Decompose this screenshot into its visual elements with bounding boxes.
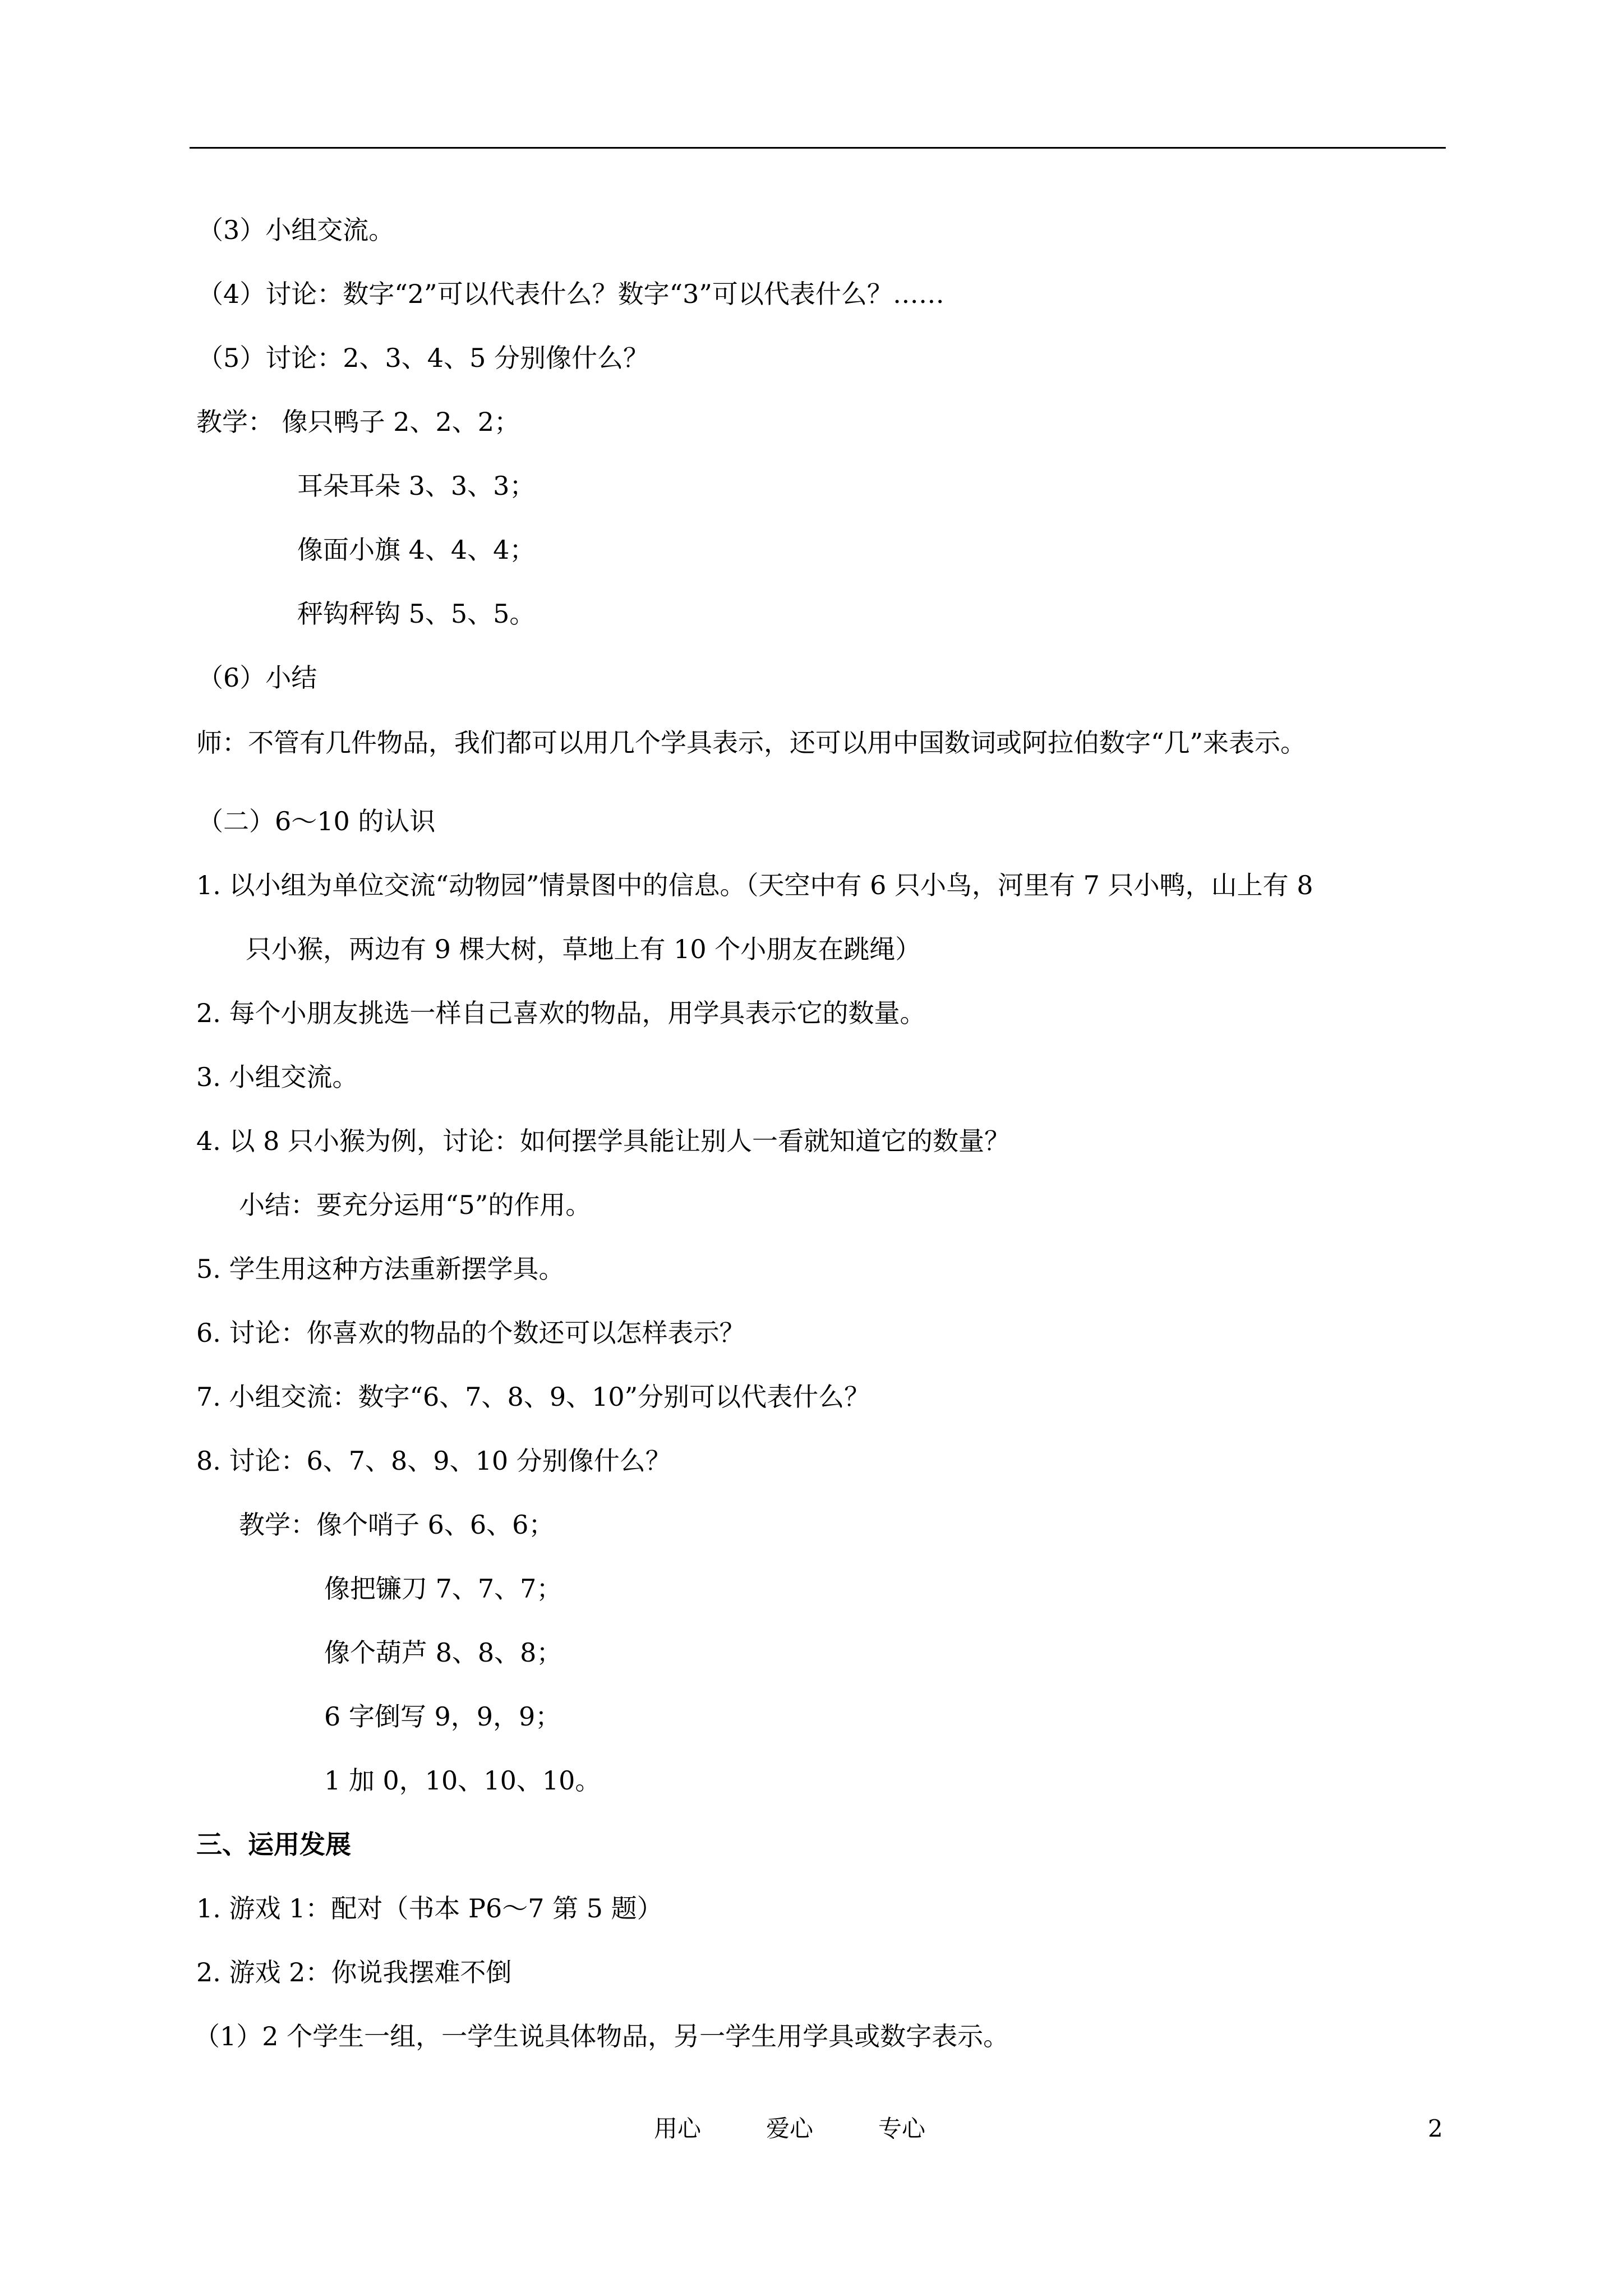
text-line: （1）2 个学生一组，一学生说具体物品，另一学生用学具或数字表示。 <box>194 2021 1009 2051</box>
text-line: 小结：要充分运用“5”的作用。 <box>239 1190 592 1220</box>
text-line: 像面小旗 4、4、4； <box>297 535 536 565</box>
text-line: 1. 以小组为单位交流“动物园”情景图中的信息。（天空中有 6 只小鸟，河里有 7 只小鸭，山上有 8 <box>196 870 1313 900</box>
text-line: 3. 小组交流。 <box>196 1062 358 1092</box>
text-line: 6. 讨论：你喜欢的物品的个数还可以怎样表示？ <box>196 1318 745 1348</box>
text-line: （5）讨论：2、3、4、5 分别像什么？ <box>197 343 649 373</box>
text-line: 8. 讨论：6、7、8、9、10 分别像什么？ <box>196 1446 671 1476</box>
page-number: 2 <box>1428 2115 1443 2142</box>
text-line: 2. 每个小朋友挑选一样自己喜欢的物品，用学具表示它的数量。 <box>196 998 926 1028</box>
text-line: 1. 游戏 1：配对（书本 P6～7 第 5 题） <box>196 1893 663 1924</box>
text-line: 7. 小组交流：数字“6、7、8、9、10”分别可以代表什么？ <box>196 1382 870 1412</box>
text-line: 5. 学生用这种方法重新摆学具。 <box>196 1254 565 1284</box>
text-line: （6）小结 <box>197 662 317 693</box>
text-line: 秤钩秤钩 5、5、5。 <box>297 599 536 629</box>
text-line: （4）讨论：数字“2”可以代表什么？数字“3”可以代表什么？…… <box>197 279 944 309</box>
text-line: 1 加 0，10、10、10。 <box>324 1765 601 1796</box>
header-rule <box>190 147 1446 149</box>
text-line: 师：不管有几件物品，我们都可以用几个学具表示，还可以用中国数词或阿拉伯数字“几”来表示。 <box>196 728 1307 758</box>
text-line: （二）6～10 的认识 <box>197 806 436 836</box>
footer-left: 用心 <box>654 2115 702 2142</box>
text-line: 像把镰刀 7、7、7； <box>324 1573 562 1604</box>
footer-middle: 爱心 <box>766 2115 814 2142</box>
text-line: （3）小组交流。 <box>197 215 395 245</box>
text-line: 6 字倒写 9，9，9； <box>324 1701 561 1732</box>
text-line: 2. 游戏 2：你说我摆难不倒 <box>196 1957 512 1987</box>
text-line: 耳朵耳朵 3、3、3； <box>297 471 536 501</box>
text-line: 只小猴，两边有 9 棵大树，草地上有 10 个小朋友在跳绳） <box>246 934 921 964</box>
footer-right: 专心 <box>878 2115 926 2142</box>
text-line: 教学： 像只鸭子 2、2、2； <box>196 407 520 437</box>
text-line: 像个葫芦 8、8、8； <box>324 1637 562 1668</box>
text-line: 教学：像个哨子 6、6、6； <box>239 1510 555 1540</box>
text-line: 4. 以 8 只小猴为例，讨论：如何摆学具能让别人一看就知道它的数量？ <box>196 1126 1011 1156</box>
section-heading: 三、运用发展 <box>196 1829 351 1860</box>
